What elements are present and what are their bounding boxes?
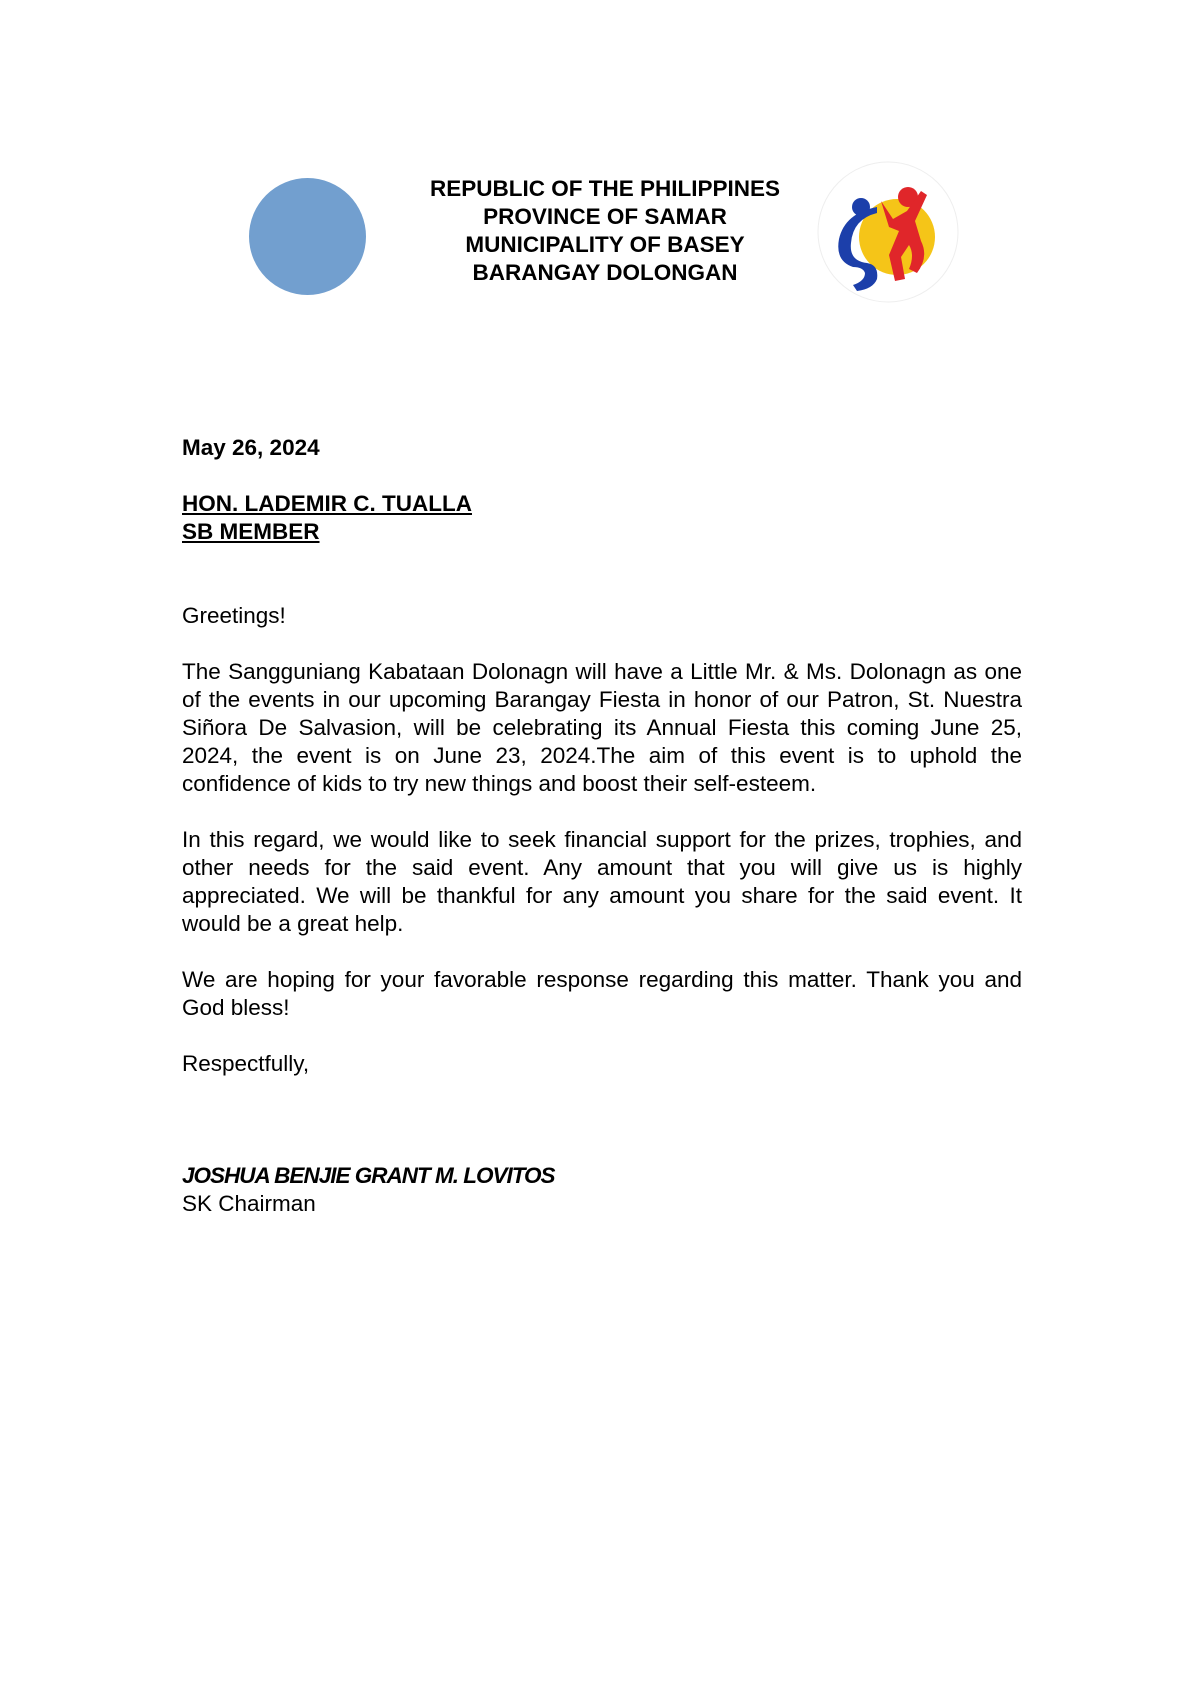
letter-date: May 26, 2024: [182, 435, 320, 460]
barangay-seal-placeholder: [249, 178, 366, 295]
closing: Respectfully,: [182, 1051, 310, 1076]
letterhead: [380, 175, 830, 287]
addressee-name: HON. LADEMIR C. TUALLA: [182, 491, 472, 516]
letterhead-line-province: PROVINCE OF SAMAR: [483, 204, 727, 229]
letterhead-line-municipality: MUNICIPALITY OF BASEY: [465, 232, 745, 257]
letterhead-line-republic: REPUBLIC OF THE PHILIPPINES: [429, 176, 781, 201]
letterhead-line-barangay: BARANGAY DOLONGAN: [472, 260, 738, 285]
addressee-position: SB MEMBER: [182, 519, 320, 544]
signatory-title: SK Chairman: [182, 1191, 316, 1216]
letter-body: [182, 434, 1022, 1218]
paragraph-request: In this regard, we would like to seek financial support for the prizes, trophies, and other needs for the said event. Any amount that you will give us is highly appreciated. We will be thankful for any amount you share for the said event. It would be a great help.: [182, 827, 1022, 936]
sk-logo: [817, 161, 959, 303]
paragraph-thanks: We are hoping for your favorable response regarding this matter. Thank you and God bless!: [182, 967, 1022, 1020]
signatory-name: JOSHUA BENJIE GRANT M. LOVITOS: [182, 1163, 555, 1188]
paragraph-event: The Sangguniang Kabataan Dolonagn will have a Little Mr. & Ms. Dolonagn as one of the events in our upcoming Barangay Fiesta in honor of our Patron, St. Nuestra Siñora De Salvasion, will be celebrating its Annual Fiesta this coming June 25, 2024, the event is on June 23, 2024.The aim of this event is to uphold the confidence of kids to try new things and boost their self-esteem.: [182, 659, 1022, 796]
greeting: Greetings!: [182, 603, 286, 628]
addressee-block: [182, 490, 1022, 546]
